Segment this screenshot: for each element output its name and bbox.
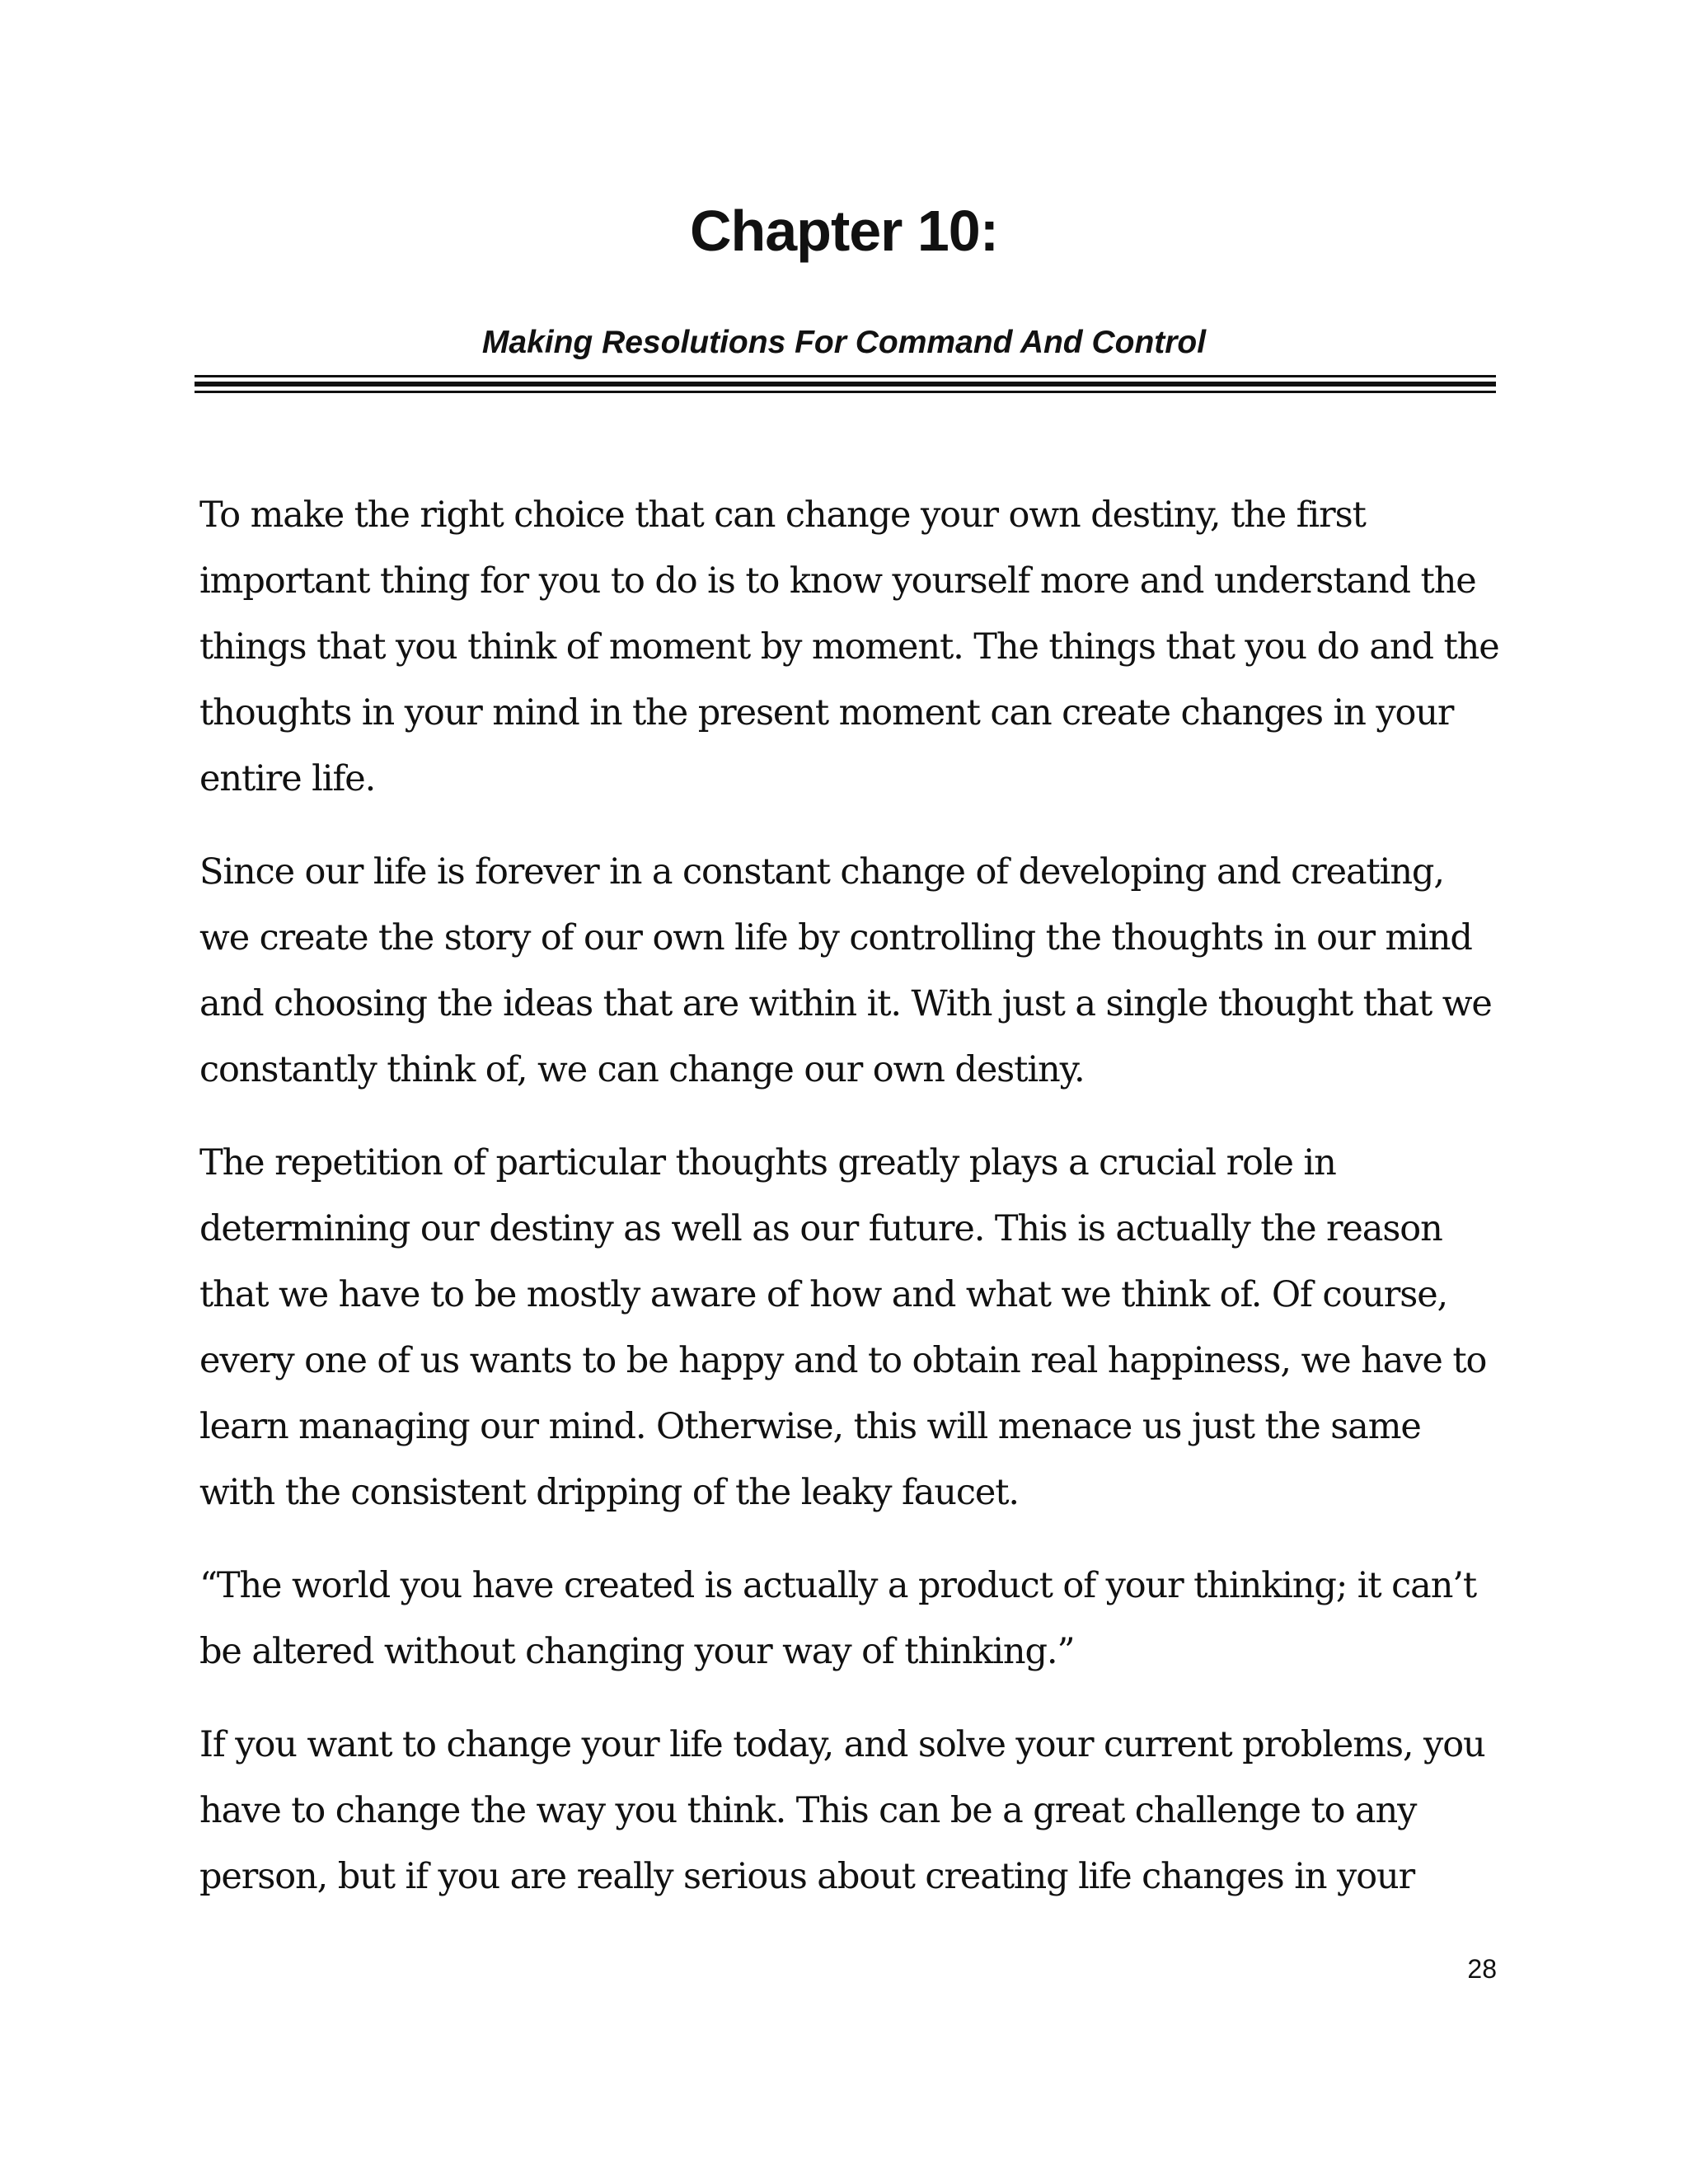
title-divider (195, 375, 1496, 396)
divider-line-middle (195, 382, 1496, 387)
paragraph: The repetition of particular thoughts greatly plays a crucial role in determining our destiny as well as our future. This is actually the reason that we have to be mostly aware of how and what we think of. Of course, every one of us wants to be happy and to obtain real happiness, we have to learn managing our mind. Otherwise, this will menace us just the same with the consistent dripping of the leaky faucet. (199, 1142, 1487, 1513)
chapter-subtitle: Making Resolutions For Command And Control (481, 325, 1207, 360)
page-number: 28 (1467, 1954, 1497, 1984)
paragraph: Since our life is forever in a constant change of developing and creating, we create the story of our own life by controlling the thoughts in our mind and choosing the ideas that are within it. With just a single thought that we constantly think of, we can change our own destiny. (199, 851, 1492, 1090)
divider-line-bottom (195, 391, 1496, 393)
chapter-title: Chapter 10: (689, 199, 999, 263)
divider-line-top (195, 375, 1496, 377)
quote-paragraph: “The world you have created is actually a product of your thinking; it can’t be altered without changing your way of thinking.” (199, 1565, 1477, 1672)
paragraph: To make the right choice that can change your own destiny, the first important thing for you to do is to know yourself more and understand the things that you think of moment by moment. The things that you do and the thoughts in your mind in the present moment can create changes in your entire life. (199, 494, 1499, 799)
body-text (199, 482, 1502, 1937)
paragraph: If you want to change your life today, and solve your current problems, you have to change the way you think. This can be a great challenge to any person, but if you are really serious about creating life changes in your (199, 1724, 1485, 1897)
